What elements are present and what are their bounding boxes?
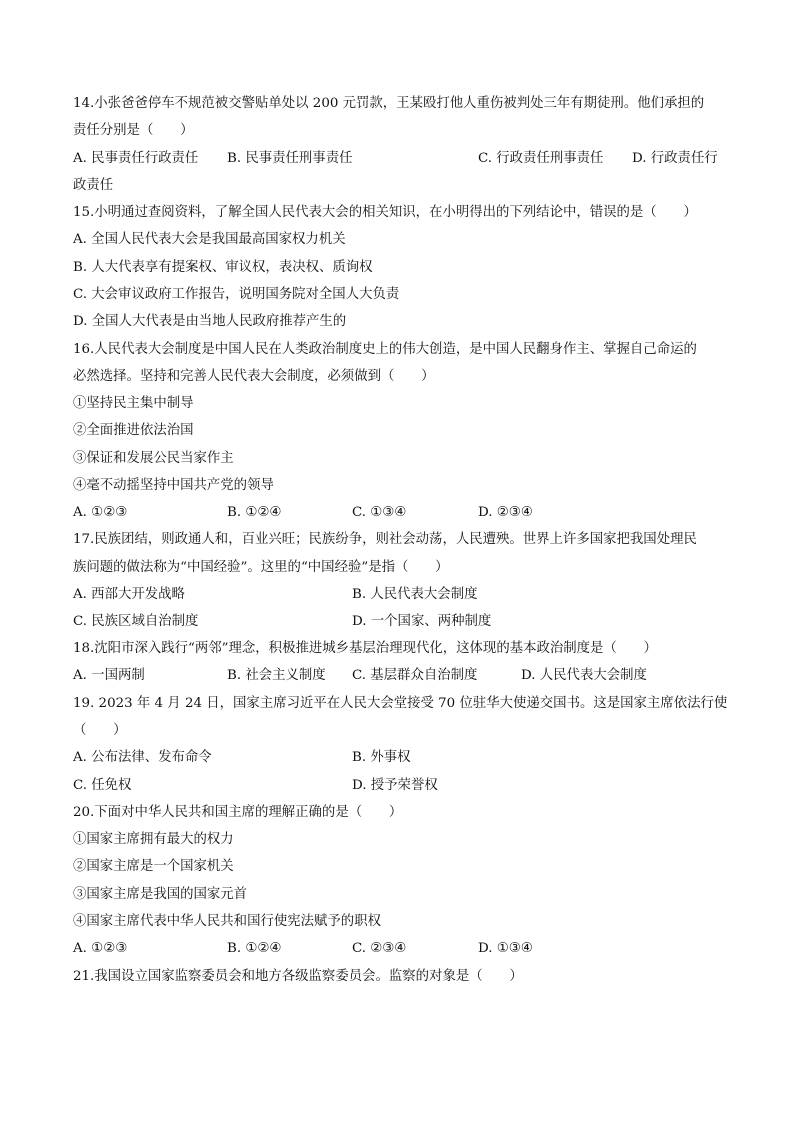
q19-option-b: B. 外事权	[352, 750, 411, 765]
q16-option-c: C. ①③④	[352, 505, 407, 520]
q20-statement-2: ②国家主席是一个国家机关	[73, 859, 234, 874]
q20-option-d: D. ①③④	[478, 941, 533, 956]
q18-stem: 18.沈阳市深入践行“两邻”理念，积极推进城乡基层治理现代化，这体现的基本政治制度是（ ）	[73, 641, 657, 656]
q14-option-b: B. 民事责任刑事责任	[227, 151, 353, 166]
q20-statement-4: ④国家主席代表中华人民共和国行使宪法赋予的职权	[73, 914, 381, 929]
q14-option-d: D. 行政责任行	[632, 151, 718, 166]
q14-stem: 14.小张爸爸停车不规范被交警贴单处以 200 元罚款，王某殴打他人重伤被判处三年有期徒刑。他们承担的	[73, 96, 705, 111]
q18-option-a: A. 一国两制	[73, 668, 145, 683]
q19-stem-cont: （ ）	[73, 723, 127, 738]
q16-option-b: B. ①②④	[227, 505, 282, 520]
q20-option-c: C. ②③④	[352, 941, 407, 956]
q19-stem: 19. 2023 年 4 月 24 日，国家主席习近平在人民大会堂接受 70 位驻华大使递交国书。这是国家主席依法行使	[73, 696, 728, 711]
q16-statement-1: ①坚持民主集中制导	[73, 396, 194, 411]
q15-option-b: B. 人大代表享有提案权、审议权，表决权、质询权	[73, 260, 373, 275]
q21-stem: 21.我国设立国家监察委员会和地方各级监察委员会。监察的对象是（ ）	[73, 969, 523, 984]
q16-statement-4: ④毫不动摇坚持中国共产党的领导	[73, 478, 274, 493]
q16-statement-2: ②全面推进依法治国	[73, 423, 194, 438]
q14-option-c: C. 行政责任刑事责任	[478, 151, 604, 166]
q19-option-a: A. 公布法律、发布命令	[73, 750, 212, 765]
q14-stem-cont: 责任分别是（ ）	[73, 123, 194, 138]
q17-stem: 17.民族团结，则政通人和，百业兴旺；民族纷争，则社会动荡，人民遭殃。世界上许多国家把我国处理民	[73, 532, 697, 547]
q16-stem-cont: 必然选择。坚持和完善人民代表大会制度，必须做到（ ）	[73, 369, 435, 384]
q15-option-a: A. 全国人民代表大会是我国最高国家权力机关	[73, 232, 346, 247]
q17-stem-cont: 族问题的做法称为“中国经验”。这里的“中国经验”是指（ ）	[73, 560, 449, 575]
q17-option-a: A. 西部大开发战略	[73, 587, 185, 602]
q19-option-c: C. 任免权	[73, 778, 132, 793]
q15-option-c: C. 大会审议政府工作报告，说明国务院对全国人大负责	[73, 287, 400, 302]
q17-option-d: D. 一个国家、两种制度	[352, 614, 492, 629]
q20-statement-3: ③国家主席是我国的国家元首	[73, 887, 248, 902]
q16-statement-3: ③保证和发展公民当家作主	[73, 451, 234, 466]
q18-option-b: B. 社会主义制度	[227, 668, 326, 683]
q18-option-d: D. 人民代表大会制度	[521, 668, 647, 683]
q15-option-d: D. 全国人大代表是由当地人民政府推荐产生的	[73, 314, 347, 329]
q20-statement-1: ①国家主席拥有最大的权力	[73, 832, 234, 847]
q17-option-b: B. 人民代表大会制度	[352, 587, 478, 602]
q19-option-d: D. 授予荣誉权	[352, 778, 438, 793]
q20-option-a: A. ①②③	[73, 941, 128, 956]
q20-stem: 20.下面对中华人民共和国主席的理解正确的是（ ）	[73, 805, 403, 820]
q18-option-c: C. 基层群众自治制度	[352, 668, 478, 683]
q16-option-d: D. ②③④	[478, 505, 533, 520]
q16-stem: 16.人民代表大会制度是中国人民在人类政治制度史上的伟大创造，是中国人民翻身作主、掌握自己命运的	[73, 342, 697, 357]
q14-option-d-cont: 政责任	[73, 178, 114, 193]
q17-option-c: C. 民族区域自治制度	[73, 614, 199, 629]
q15-stem: 15.小明通过查阅资料，了解全国人民代表大会的相关知识，在小明得出的下列结论中，错误的是（ ）	[73, 205, 697, 220]
q20-option-b: B. ①②④	[227, 941, 282, 956]
q14-option-a: A. 民事责任行政责任	[73, 151, 199, 166]
q16-option-a: A. ①②③	[73, 505, 128, 520]
